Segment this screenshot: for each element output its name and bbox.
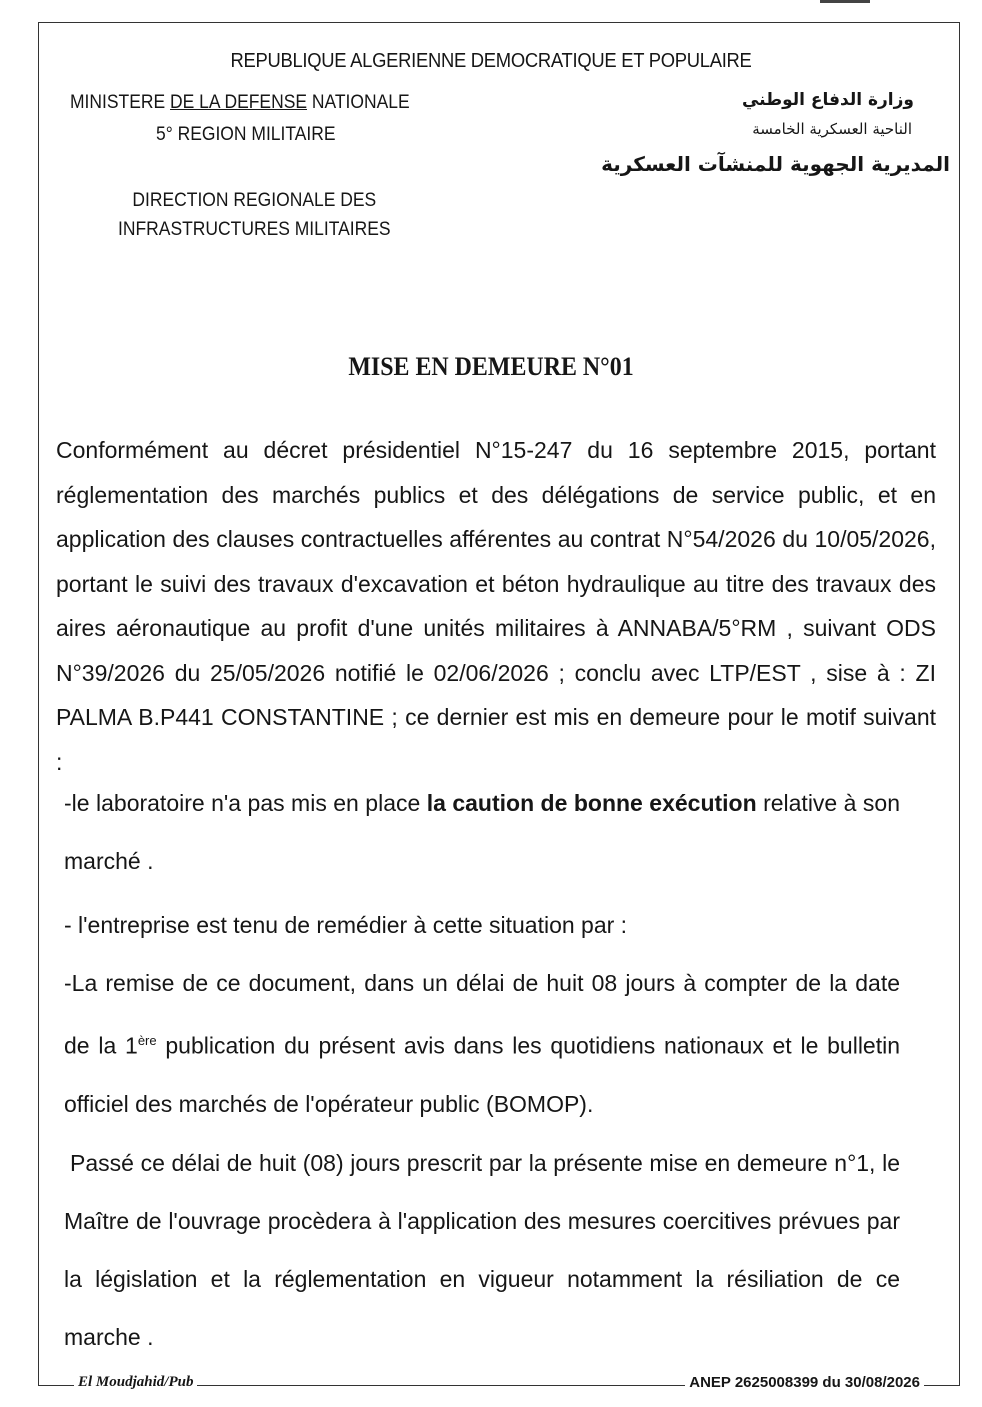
intro-paragraph xyxy=(56,428,936,784)
arabic-direction: المديرية الجهوية للمنشآت العسكرية xyxy=(601,152,950,176)
anep-reference: ANEP 2625008399 du 30/08/2026 xyxy=(685,1374,924,1391)
motif-prefix: -le laboratoire n'a pas mis en place xyxy=(64,790,427,816)
ministry-prefix: MINISTERE xyxy=(70,92,171,113)
ministry-suffix: NATIONALE xyxy=(307,92,410,113)
remise-paragraph xyxy=(64,954,900,1133)
footer xyxy=(38,1372,960,1402)
region-heading: 5° REGION MILITAIRE xyxy=(156,124,336,145)
direction-line-2: INFRASTRUCTURES MILITAIRES xyxy=(118,219,391,240)
document-title: MISE EN DEMEURE N°01 xyxy=(348,352,634,381)
remedy-paragraph xyxy=(64,896,900,954)
closing-paragraph xyxy=(64,1134,900,1366)
ministry-underlined: DE LA DEFENSE xyxy=(170,92,308,113)
direction-heading xyxy=(118,186,391,244)
motif-paragraph xyxy=(64,774,900,890)
intro-text: Conformément au décret présidentiel N°15-247 du 16 septembre 2015, portant réglementation des marchés publics et des délégations de service public, et en application des clauses contractuelles afférentes au contrat N°54/2026 du 10/05/2026, portant le suivi des travaux d'excavation et béton hydraulique au titre des travaux des aires aéronautique au profit d'une unités militaires à ANNABA/5°RM , suivant ODS N°39/2026 du 25/05/2026 notifié le 02/06/2026 ; conclu avec LTP/EST , sise à : ZI PALMA B.P441 CONSTANTINE ; ce dernier est mis en demeure pour le motif suivant : xyxy=(56,437,936,775)
remise-prefix: -La remise de ce document, dans un délai de huit 08 jours à compter de la date de la 1 xyxy=(64,970,900,1059)
arabic-ministry: وزارة الدفاع الوطني xyxy=(741,90,914,110)
remedy-text: - l'entreprise est tenu de remédier à cette situation par : xyxy=(64,912,628,938)
remise-suffix: publication du présent avis dans les quotidiens nationaux et le bulletin officiel des marchés de l'opérateur public (BOMOP). xyxy=(64,1032,901,1117)
closing-text: Passé ce délai de huit (08) jours prescrit par la présente mise en demeure n°1, le Maître de l'ouvrage procèdera à l'application des mesures coercitives prévues par la législation et la réglementation en vigueur notamment la résiliation de ce marche . xyxy=(64,1150,900,1350)
motif-bold: la caution de bonne exécution xyxy=(426,790,757,816)
publisher-credit: El Moudjahid/Pub xyxy=(74,1374,197,1391)
ministry-heading xyxy=(70,92,410,114)
arabic-region: الناحية العسكرية الخامسة xyxy=(752,120,912,138)
top-edge-mark xyxy=(820,0,870,3)
republic-heading: REPUBLIQUE ALGERIENNE DEMOCRATIQUE ET POPULAIRE xyxy=(230,50,752,72)
motif-suffix: relative à son marché . xyxy=(64,790,900,874)
remise-superscript: ère xyxy=(137,1033,157,1048)
direction-line-1: DIRECTION REGIONALE DES xyxy=(132,190,377,211)
